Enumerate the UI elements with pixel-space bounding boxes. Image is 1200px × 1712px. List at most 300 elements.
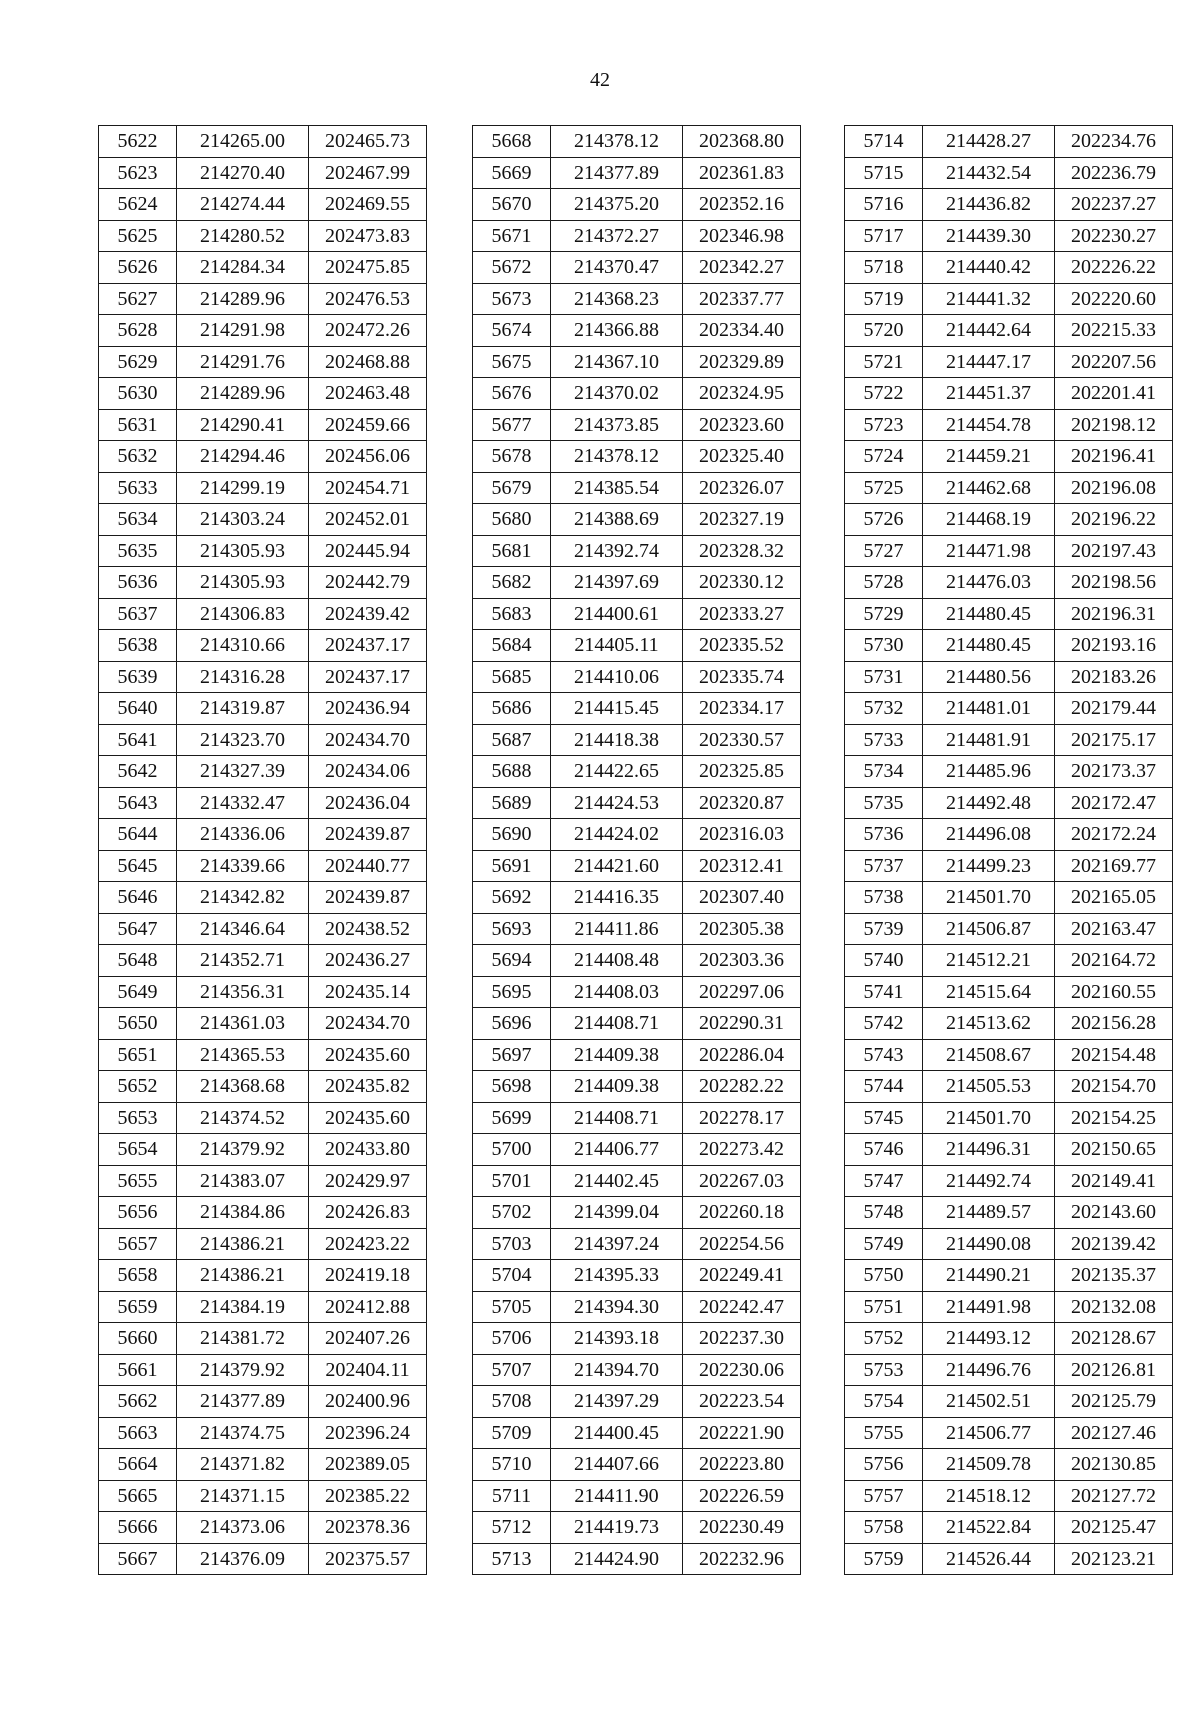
point-number-cell: 5696 (473, 1008, 551, 1040)
point-number-cell: 5703 (473, 1228, 551, 1260)
y-coordinate-cell: 202156.28 (1055, 1008, 1173, 1040)
y-coordinate-cell: 202469.55 (309, 189, 427, 221)
coordinate-table-3 (844, 125, 1173, 1575)
table-row (99, 126, 427, 158)
x-coordinate-cell: 214402.45 (551, 1165, 683, 1197)
y-coordinate-cell: 202438.52 (309, 913, 427, 945)
y-coordinate-cell: 202320.87 (683, 787, 801, 819)
table-row (473, 1134, 801, 1166)
point-number-cell: 5720 (845, 315, 923, 347)
x-coordinate-cell: 214462.68 (923, 472, 1055, 504)
point-number-cell: 5645 (99, 850, 177, 882)
x-coordinate-cell: 214499.23 (923, 850, 1055, 882)
table-row (473, 976, 801, 1008)
point-number-cell: 5677 (473, 409, 551, 441)
point-number-cell: 5754 (845, 1386, 923, 1418)
x-coordinate-cell: 214303.24 (177, 504, 309, 536)
table-row (845, 126, 1173, 158)
y-coordinate-cell: 202297.06 (683, 976, 801, 1008)
x-coordinate-cell: 214491.98 (923, 1291, 1055, 1323)
y-coordinate-cell: 202230.49 (683, 1512, 801, 1544)
x-coordinate-cell: 214451.37 (923, 378, 1055, 410)
point-number-cell: 5715 (845, 157, 923, 189)
table-row (845, 1071, 1173, 1103)
x-coordinate-cell: 214485.96 (923, 756, 1055, 788)
y-coordinate-cell: 202179.44 (1055, 693, 1173, 725)
table-row (473, 283, 801, 315)
y-coordinate-cell: 202305.38 (683, 913, 801, 945)
y-coordinate-cell: 202463.48 (309, 378, 427, 410)
y-coordinate-cell: 202201.41 (1055, 378, 1173, 410)
point-number-cell: 5734 (845, 756, 923, 788)
table-row (473, 882, 801, 914)
y-coordinate-cell: 202437.17 (309, 630, 427, 662)
point-number-cell: 5708 (473, 1386, 551, 1418)
point-number-cell: 5710 (473, 1449, 551, 1481)
x-coordinate-cell: 214400.61 (551, 598, 683, 630)
point-number-cell: 5681 (473, 535, 551, 567)
table-row (99, 756, 427, 788)
x-coordinate-cell: 214356.31 (177, 976, 309, 1008)
table-row (845, 535, 1173, 567)
point-number-cell: 5686 (473, 693, 551, 725)
x-coordinate-cell: 214515.64 (923, 976, 1055, 1008)
table-row (845, 1480, 1173, 1512)
y-coordinate-cell: 202445.94 (309, 535, 427, 567)
point-number-cell: 5737 (845, 850, 923, 882)
coordinate-table-body (99, 126, 427, 1575)
y-coordinate-cell: 202260.18 (683, 1197, 801, 1229)
table-row (473, 1354, 801, 1386)
point-number-cell: 5651 (99, 1039, 177, 1071)
table-row (99, 472, 427, 504)
table-row (99, 1102, 427, 1134)
coordinate-table-body (845, 126, 1173, 1575)
y-coordinate-cell: 202465.73 (309, 126, 427, 158)
point-number-cell: 5742 (845, 1008, 923, 1040)
x-coordinate-cell: 214436.82 (923, 189, 1055, 221)
table-row (845, 1323, 1173, 1355)
y-coordinate-cell: 202324.95 (683, 378, 801, 410)
x-coordinate-cell: 214290.41 (177, 409, 309, 441)
y-coordinate-cell: 202150.65 (1055, 1134, 1173, 1166)
x-coordinate-cell: 214492.74 (923, 1165, 1055, 1197)
x-coordinate-cell: 214424.53 (551, 787, 683, 819)
y-coordinate-cell: 202215.33 (1055, 315, 1173, 347)
x-coordinate-cell: 214493.12 (923, 1323, 1055, 1355)
y-coordinate-cell: 202312.41 (683, 850, 801, 882)
x-coordinate-cell: 214408.48 (551, 945, 683, 977)
y-coordinate-cell: 202207.56 (1055, 346, 1173, 378)
point-number-cell: 5692 (473, 882, 551, 914)
point-number-cell: 5657 (99, 1228, 177, 1260)
table-row (473, 1323, 801, 1355)
point-number-cell: 5729 (845, 598, 923, 630)
table-row (99, 157, 427, 189)
table-row (99, 787, 427, 819)
point-number-cell: 5707 (473, 1354, 551, 1386)
point-number-cell: 5749 (845, 1228, 923, 1260)
x-coordinate-cell: 214294.46 (177, 441, 309, 473)
table-row (99, 1512, 427, 1544)
table-row (473, 409, 801, 441)
x-coordinate-cell: 214310.66 (177, 630, 309, 662)
x-coordinate-cell: 214471.98 (923, 535, 1055, 567)
table-row (99, 1543, 427, 1575)
table-row (845, 598, 1173, 630)
table-row (845, 787, 1173, 819)
x-coordinate-cell: 214368.68 (177, 1071, 309, 1103)
x-coordinate-cell: 214367.10 (551, 346, 683, 378)
y-coordinate-cell: 202223.80 (683, 1449, 801, 1481)
table-row (99, 378, 427, 410)
y-coordinate-cell: 202125.79 (1055, 1386, 1173, 1418)
table-row (473, 1197, 801, 1229)
point-number-cell: 5713 (473, 1543, 551, 1575)
x-coordinate-cell: 214522.84 (923, 1512, 1055, 1544)
x-coordinate-cell: 214332.47 (177, 787, 309, 819)
y-coordinate-cell: 202330.12 (683, 567, 801, 599)
table-row (845, 724, 1173, 756)
y-coordinate-cell: 202439.87 (309, 882, 427, 914)
x-coordinate-cell: 214421.60 (551, 850, 683, 882)
table-row (473, 630, 801, 662)
x-coordinate-cell: 214280.52 (177, 220, 309, 252)
x-coordinate-cell: 214393.18 (551, 1323, 683, 1355)
table-row (845, 945, 1173, 977)
point-number-cell: 5654 (99, 1134, 177, 1166)
y-coordinate-cell: 202196.31 (1055, 598, 1173, 630)
y-coordinate-cell: 202456.06 (309, 441, 427, 473)
table-row (99, 220, 427, 252)
x-coordinate-cell: 214480.45 (923, 630, 1055, 662)
y-coordinate-cell: 202236.79 (1055, 157, 1173, 189)
point-number-cell: 5666 (99, 1512, 177, 1544)
table-row (99, 1417, 427, 1449)
point-number-cell: 5628 (99, 315, 177, 347)
y-coordinate-cell: 202139.42 (1055, 1228, 1173, 1260)
y-coordinate-cell: 202378.36 (309, 1512, 427, 1544)
x-coordinate-cell: 214392.74 (551, 535, 683, 567)
point-number-cell: 5623 (99, 157, 177, 189)
table-row (845, 1228, 1173, 1260)
y-coordinate-cell: 202198.56 (1055, 567, 1173, 599)
y-coordinate-cell: 202130.85 (1055, 1449, 1173, 1481)
table-row (845, 819, 1173, 851)
point-number-cell: 5679 (473, 472, 551, 504)
y-coordinate-cell: 202436.94 (309, 693, 427, 725)
x-coordinate-cell: 214405.11 (551, 630, 683, 662)
point-number-cell: 5662 (99, 1386, 177, 1418)
y-coordinate-cell: 202400.96 (309, 1386, 427, 1418)
x-coordinate-cell: 214490.08 (923, 1228, 1055, 1260)
x-coordinate-cell: 214372.27 (551, 220, 683, 252)
point-number-cell: 5676 (473, 378, 551, 410)
table-row (99, 283, 427, 315)
y-coordinate-cell: 202434.70 (309, 1008, 427, 1040)
point-number-cell: 5694 (473, 945, 551, 977)
table-row (473, 819, 801, 851)
x-coordinate-cell: 214327.39 (177, 756, 309, 788)
table-row (473, 850, 801, 882)
x-coordinate-cell: 214506.77 (923, 1417, 1055, 1449)
table-row (99, 315, 427, 347)
y-coordinate-cell: 202472.26 (309, 315, 427, 347)
x-coordinate-cell: 214397.69 (551, 567, 683, 599)
point-number-cell: 5656 (99, 1197, 177, 1229)
y-coordinate-cell: 202125.47 (1055, 1512, 1173, 1544)
table-row (845, 346, 1173, 378)
y-coordinate-cell: 202163.47 (1055, 913, 1173, 945)
point-number-cell: 5718 (845, 252, 923, 284)
y-coordinate-cell: 202467.99 (309, 157, 427, 189)
y-coordinate-cell: 202232.96 (683, 1543, 801, 1575)
y-coordinate-cell: 202132.08 (1055, 1291, 1173, 1323)
y-coordinate-cell: 202230.06 (683, 1354, 801, 1386)
y-coordinate-cell: 202273.42 (683, 1134, 801, 1166)
point-number-cell: 5630 (99, 378, 177, 410)
point-number-cell: 5704 (473, 1260, 551, 1292)
table-row (473, 1291, 801, 1323)
x-coordinate-cell: 214291.76 (177, 346, 309, 378)
x-coordinate-cell: 214480.45 (923, 598, 1055, 630)
table-row (99, 1323, 427, 1355)
table-row (99, 630, 427, 662)
table-row (473, 220, 801, 252)
point-number-cell: 5680 (473, 504, 551, 536)
table-row (845, 283, 1173, 315)
y-coordinate-cell: 202160.55 (1055, 976, 1173, 1008)
point-number-cell: 5643 (99, 787, 177, 819)
x-coordinate-cell: 214376.09 (177, 1543, 309, 1575)
x-coordinate-cell: 214361.03 (177, 1008, 309, 1040)
table-row (99, 1134, 427, 1166)
table-row (845, 441, 1173, 473)
x-coordinate-cell: 214305.93 (177, 535, 309, 567)
x-coordinate-cell: 214397.24 (551, 1228, 683, 1260)
table-row (845, 630, 1173, 662)
table-row (845, 1102, 1173, 1134)
point-number-cell: 5744 (845, 1071, 923, 1103)
y-coordinate-cell: 202412.88 (309, 1291, 427, 1323)
table-row (473, 252, 801, 284)
y-coordinate-cell: 202435.60 (309, 1039, 427, 1071)
x-coordinate-cell: 214496.31 (923, 1134, 1055, 1166)
point-number-cell: 5652 (99, 1071, 177, 1103)
y-coordinate-cell: 202127.72 (1055, 1480, 1173, 1512)
y-coordinate-cell: 202385.22 (309, 1480, 427, 1512)
point-number-cell: 5731 (845, 661, 923, 693)
point-number-cell: 5672 (473, 252, 551, 284)
table-row (473, 1102, 801, 1134)
point-number-cell: 5733 (845, 724, 923, 756)
y-coordinate-cell: 202346.98 (683, 220, 801, 252)
point-number-cell: 5712 (473, 1512, 551, 1544)
y-coordinate-cell: 202237.30 (683, 1323, 801, 1355)
y-coordinate-cell: 202128.67 (1055, 1323, 1173, 1355)
point-number-cell: 5631 (99, 409, 177, 441)
table-row (473, 189, 801, 221)
y-coordinate-cell: 202404.11 (309, 1354, 427, 1386)
x-coordinate-cell: 214381.72 (177, 1323, 309, 1355)
table-row (99, 819, 427, 851)
table-row (473, 724, 801, 756)
x-coordinate-cell: 214411.86 (551, 913, 683, 945)
point-number-cell: 5664 (99, 1449, 177, 1481)
point-number-cell: 5622 (99, 126, 177, 158)
y-coordinate-cell: 202154.48 (1055, 1039, 1173, 1071)
table-row (473, 567, 801, 599)
point-number-cell: 5675 (473, 346, 551, 378)
point-number-cell: 5735 (845, 787, 923, 819)
table-row (99, 882, 427, 914)
y-coordinate-cell: 202154.25 (1055, 1102, 1173, 1134)
table-row (473, 1039, 801, 1071)
point-number-cell: 5669 (473, 157, 551, 189)
y-coordinate-cell: 202436.27 (309, 945, 427, 977)
table-row (473, 346, 801, 378)
table-row (473, 1417, 801, 1449)
x-coordinate-cell: 214384.19 (177, 1291, 309, 1323)
y-coordinate-cell: 202325.85 (683, 756, 801, 788)
point-number-cell: 5649 (99, 976, 177, 1008)
table-row (845, 157, 1173, 189)
x-coordinate-cell: 214440.42 (923, 252, 1055, 284)
x-coordinate-cell: 214397.29 (551, 1386, 683, 1418)
x-coordinate-cell: 214385.54 (551, 472, 683, 504)
y-coordinate-cell: 202435.60 (309, 1102, 427, 1134)
table-row (99, 976, 427, 1008)
table-row (845, 1165, 1173, 1197)
point-number-cell: 5757 (845, 1480, 923, 1512)
y-coordinate-cell: 202436.04 (309, 787, 427, 819)
table-row (473, 598, 801, 630)
table-row (99, 441, 427, 473)
x-coordinate-cell: 214373.06 (177, 1512, 309, 1544)
y-coordinate-cell: 202473.83 (309, 220, 427, 252)
y-coordinate-cell: 202307.40 (683, 882, 801, 914)
point-number-cell: 5682 (473, 567, 551, 599)
point-number-cell: 5724 (845, 441, 923, 473)
x-coordinate-cell: 214366.88 (551, 315, 683, 347)
table-row (473, 756, 801, 788)
point-number-cell: 5653 (99, 1102, 177, 1134)
point-number-cell: 5705 (473, 1291, 551, 1323)
table-row (99, 1071, 427, 1103)
x-coordinate-cell: 214284.34 (177, 252, 309, 284)
x-coordinate-cell: 214395.33 (551, 1260, 683, 1292)
point-number-cell: 5670 (473, 189, 551, 221)
x-coordinate-cell: 214388.69 (551, 504, 683, 536)
table-row (845, 1386, 1173, 1418)
x-coordinate-cell: 214365.53 (177, 1039, 309, 1071)
table-row (99, 1197, 427, 1229)
y-coordinate-cell: 202434.06 (309, 756, 427, 788)
point-number-cell: 5640 (99, 693, 177, 725)
table-row (99, 189, 427, 221)
point-number-cell: 5732 (845, 693, 923, 725)
x-coordinate-cell: 214442.64 (923, 315, 1055, 347)
point-number-cell: 5741 (845, 976, 923, 1008)
y-coordinate-cell: 202439.87 (309, 819, 427, 851)
table-row (99, 535, 427, 567)
point-number-cell: 5748 (845, 1197, 923, 1229)
point-number-cell: 5725 (845, 472, 923, 504)
x-coordinate-cell: 214454.78 (923, 409, 1055, 441)
table-row (473, 378, 801, 410)
table-row (99, 661, 427, 693)
point-number-cell: 5714 (845, 126, 923, 158)
x-coordinate-cell: 214352.71 (177, 945, 309, 977)
x-coordinate-cell: 214481.01 (923, 693, 1055, 725)
x-coordinate-cell: 214447.17 (923, 346, 1055, 378)
x-coordinate-cell: 214394.70 (551, 1354, 683, 1386)
table-row (845, 567, 1173, 599)
table-row (99, 567, 427, 599)
table-row (473, 1260, 801, 1292)
point-number-cell: 5756 (845, 1449, 923, 1481)
y-coordinate-cell: 202172.24 (1055, 819, 1173, 851)
point-number-cell: 5738 (845, 882, 923, 914)
y-coordinate-cell: 202165.05 (1055, 882, 1173, 914)
point-number-cell: 5671 (473, 220, 551, 252)
y-coordinate-cell: 202172.47 (1055, 787, 1173, 819)
y-coordinate-cell: 202330.57 (683, 724, 801, 756)
point-number-cell: 5746 (845, 1134, 923, 1166)
point-number-cell: 5634 (99, 504, 177, 536)
y-coordinate-cell: 202476.53 (309, 283, 427, 315)
table-row (473, 1543, 801, 1575)
x-coordinate-cell: 214419.73 (551, 1512, 683, 1544)
point-number-cell: 5730 (845, 630, 923, 662)
table-row (473, 472, 801, 504)
x-coordinate-cell: 214496.76 (923, 1354, 1055, 1386)
table-row (845, 693, 1173, 725)
x-coordinate-cell: 214342.82 (177, 882, 309, 914)
x-coordinate-cell: 214378.12 (551, 441, 683, 473)
x-coordinate-cell: 214439.30 (923, 220, 1055, 252)
point-number-cell: 5702 (473, 1197, 551, 1229)
y-coordinate-cell: 202149.41 (1055, 1165, 1173, 1197)
x-coordinate-cell: 214418.38 (551, 724, 683, 756)
table-row (473, 1480, 801, 1512)
y-coordinate-cell: 202435.14 (309, 976, 427, 1008)
table-row (845, 756, 1173, 788)
table-row (99, 1165, 427, 1197)
x-coordinate-cell: 214399.04 (551, 1197, 683, 1229)
y-coordinate-cell: 202220.60 (1055, 283, 1173, 315)
table-row (99, 1354, 427, 1386)
table-row (473, 945, 801, 977)
x-coordinate-cell: 214505.53 (923, 1071, 1055, 1103)
y-coordinate-cell: 202426.83 (309, 1197, 427, 1229)
point-number-cell: 5755 (845, 1417, 923, 1449)
y-coordinate-cell: 202335.74 (683, 661, 801, 693)
y-coordinate-cell: 202221.90 (683, 1417, 801, 1449)
x-coordinate-cell: 214386.21 (177, 1228, 309, 1260)
y-coordinate-cell: 202333.27 (683, 598, 801, 630)
x-coordinate-cell: 214373.85 (551, 409, 683, 441)
y-coordinate-cell: 202454.71 (309, 472, 427, 504)
point-number-cell: 5648 (99, 945, 177, 977)
table-row (473, 315, 801, 347)
point-number-cell: 5639 (99, 661, 177, 693)
y-coordinate-cell: 202437.17 (309, 661, 427, 693)
x-coordinate-cell: 214384.86 (177, 1197, 309, 1229)
x-coordinate-cell: 214422.65 (551, 756, 683, 788)
table-row (845, 1354, 1173, 1386)
x-coordinate-cell: 214424.02 (551, 819, 683, 851)
